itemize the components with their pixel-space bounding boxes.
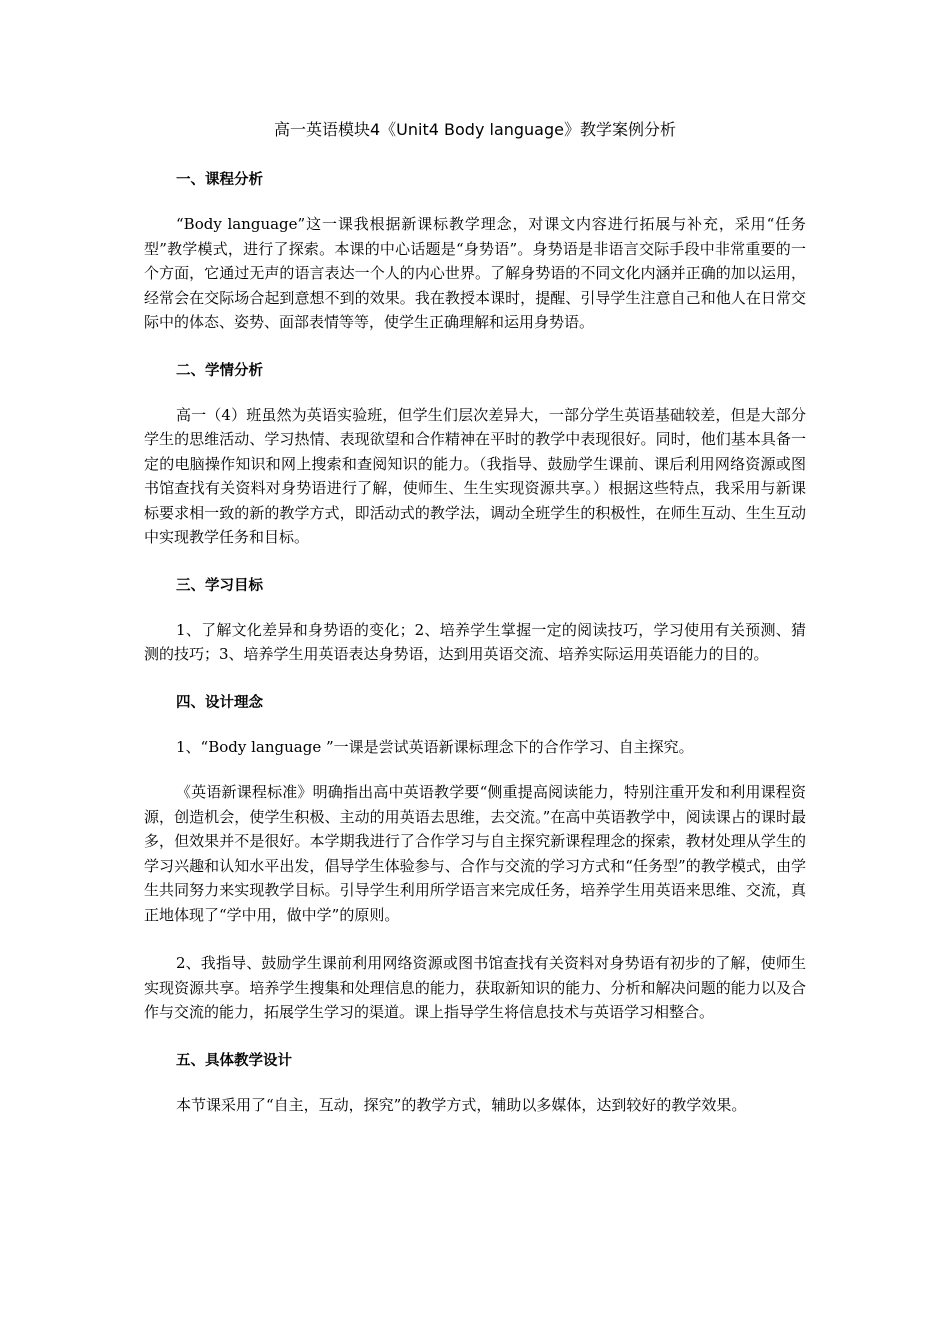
paragraph: “Body language”这一课我根据新课标教学理念，对课文内容进行拓展与补充，采用“任务型”教学模式，进行了探索。本课的中心话题是“身势语”。身势语是非语言交际手段中非常重要的一个方面，它通过无声的语言表达一个人的内心世界。了解身势语的不同文化内涵并正确的加以运用，经常会在交际场合起到意想不到的效果。我在教授本课时，提醒、引导学生注意自己和他人在日常交际中的体态、姿势、面部表情等等，使学生正确理解和运用身势语。 [144, 215, 806, 331]
paragraph: 本节课采用了“自主，互动，探究”的教学方式，辅助以多媒体，达到较好的教学效果。 [176, 1095, 747, 1114]
section-heading: 四、设计理念 [176, 694, 263, 711]
document-page [144, 118, 806, 1141]
section-learning-objectives [144, 574, 806, 667]
section-heading: 五、具体教学设计 [176, 1052, 292, 1069]
section-heading: 二、学情分析 [176, 362, 263, 379]
section-heading: 一、课程分析 [176, 172, 263, 188]
paragraph: 2、我指导、鼓励学生课前利用网络资源或图书馆查找有关资料对身势语有初步的了解，使师生实现资源共享。培养学生搜集和处理信息的能力，获取新知识的能力、分析和解决问题的能力以及合作与交流的能力，拓展学生学习的渠道。课上指导学生将信息技术与英语学习相整合。 [144, 954, 806, 1021]
section-teaching-design [144, 1049, 806, 1118]
paragraph: 《英语新课程标准》明确指出高中英语教学要“侧重提高阅读能力，特别注重开发和利用课程资源，创造机会，使学生积极、主动的用英语去思维，去交流。”在高中英语教学中，阅读课占的课时最多，但效果并不是很好。本学期我进行了合作学习与自主探究新课程理念的探索，教材处理从学生的学习兴趣和认知水平出发，倡导学生体验参与、合作与交流的学习方式和“任务型”的教学模式，由学生共同努力来实现教学目标。引导学生利用所学语言来完成任务，培养学生用英语来思维、交流，真正地体现了“学中用，做中学”的原则。 [144, 783, 806, 924]
section-heading: 三、学习目标 [176, 577, 263, 594]
section-student-analysis [144, 359, 806, 550]
section-course-analysis [144, 168, 806, 335]
section-design-concept [144, 691, 806, 1025]
document-title: 高一英语模块4《Unit4 Body language》教学案例分析 [274, 120, 676, 139]
paragraph: 1、了解文化差异和身势语的变化；2、培养学生掌握一定的阅读技巧，学习使用有关预测、猜测的技巧；3、培养学生用英语表达身势语，达到用英语交流、培养实际运用英语能力的目的。 [144, 620, 806, 663]
paragraph: 1、“Body language ”一课是尝试英语新课标理念下的合作学习、自主探究。 [176, 737, 694, 756]
paragraph: 高一（4）班虽然为英语实验班，但学生们层次差异大，一部分学生英语基础较差，但是大部分学生的思维活动、学习热情、表现欲望和合作精神在平时的教学中表现很好。同时，他们基本具备一定的电脑操作知识和网上搜索和查阅知识的能力。（我指导、鼓励学生课前、课后利用网络资源或图书馆查找有关资料对身势语进行了解，使师生、生生实现资源共享。）根据这些特点，我采用与新课标要求相一致的新的教学方式，即活动式的教学法，调动全班学生的积极性，在师生互动、生生互动中实现教学任务和目标。 [144, 405, 806, 546]
